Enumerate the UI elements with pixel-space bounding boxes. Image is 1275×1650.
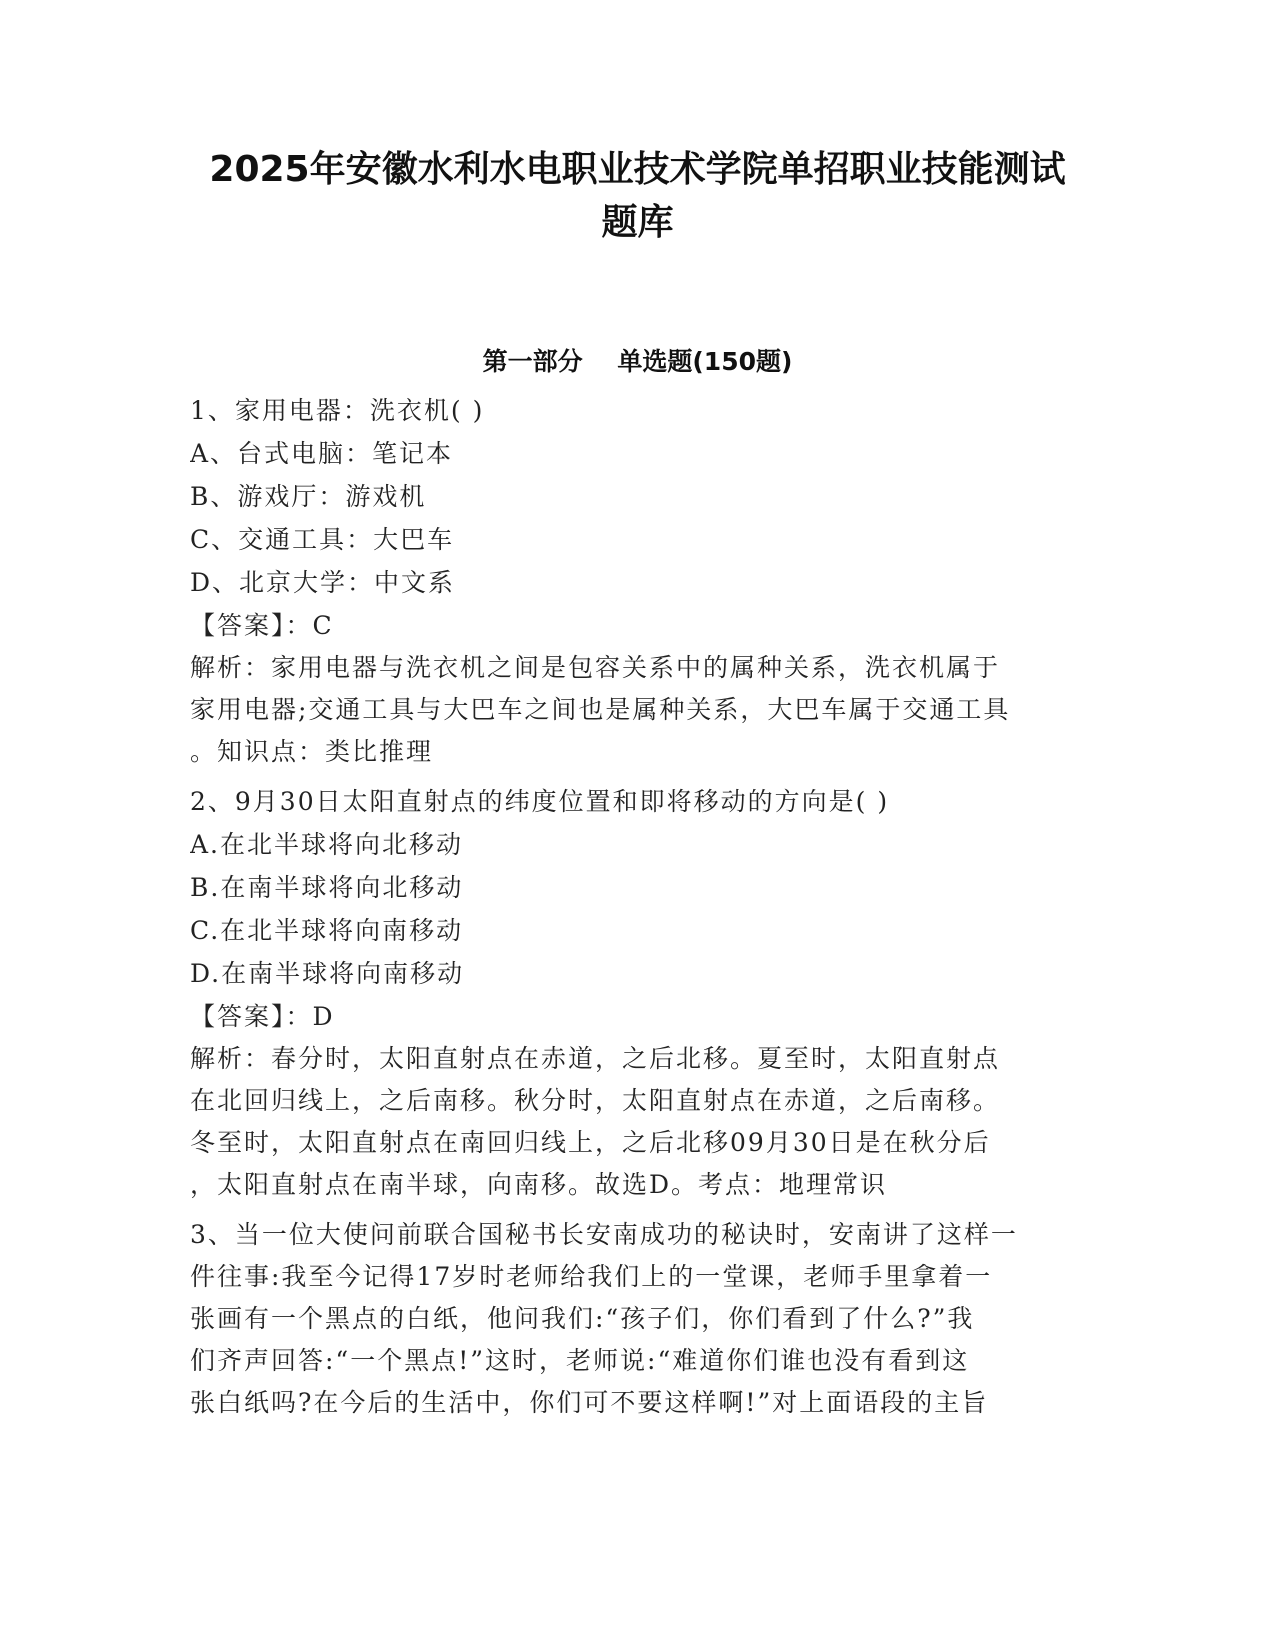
question-1-answer: 【答案】：C: [190, 611, 334, 640]
question-2: [190, 780, 1070, 1206]
question-1-option-b: B、游戏厅：游戏机: [190, 482, 427, 511]
question-2-option-a: A.在北半球将向北移动: [190, 830, 464, 859]
question-2-option-c: C.在北半球将向南移动: [190, 916, 464, 945]
question-1-option-d: D、北京大学：中文系: [190, 568, 456, 597]
question-1-option-a: A、台式电脑：笔记本: [190, 439, 454, 468]
question-3-stem-line: 张白纸吗?在今后的生活中，你们可不要这样啊!”对上面语段的主旨: [190, 1388, 989, 1417]
question-1: [190, 389, 1070, 773]
question-1-stem: 1、家用电器：洗衣机( ): [190, 396, 485, 425]
explanation-line: 家用电器;交通工具与大巴车之间也是属种关系，大巴车属于交通工具: [190, 695, 1011, 724]
question-2-explanation: [190, 1038, 1070, 1206]
explanation-line: 解析：春分时，太阳直射点在赤道，之后北移。夏至时，太阳直射点: [190, 1044, 1001, 1073]
question-2-stem: 2、9月30日太阳直射点的纬度位置和即将移动的方向是( ): [190, 787, 890, 816]
question-3: [190, 1214, 1070, 1424]
explanation-line: ，太阳直射点在南半球，向南移。故选D。考点：地理常识: [190, 1170, 888, 1199]
question-3-stem-line: 件往事:我至今记得17岁时老师给我们上的一堂课，老师手里拿着一: [190, 1262, 993, 1291]
explanation-line: 在北回归线上，之后南移。秋分时，太阳直射点在赤道，之后南移。: [190, 1086, 1001, 1115]
question-2-answer: 【答案】：D: [190, 1002, 335, 1031]
question-3-stem-line: 张画有一个黑点的白纸，他问我们:“孩子们，你们看到了什么?”我: [190, 1304, 975, 1333]
question-3-stem-line: 们齐声回答:“一个黑点!”这时，老师说:“难道你们谁也没有看到这: [190, 1346, 970, 1375]
section-heading: 第一部分 单选题(150题): [482, 347, 793, 376]
explanation-line: 冬至时，太阳直射点在南回归线上，之后北移09月30日是在秋分后: [190, 1128, 991, 1157]
explanation-line: 解析：家用电器与洗衣机之间是包容关系中的属种关系，洗衣机属于: [190, 653, 1001, 682]
explanation-line: 。知识点：类比推理: [190, 737, 434, 766]
title-line-1: 2025年安徽水利水电职业技术学院单招职业技能测试: [209, 149, 1066, 190]
question-1-option-c: C、交通工具：大巴车: [190, 525, 455, 554]
question-3-stem-line: 3、当一位大使问前联合国秘书长安南成功的秘诀时，安南讲了这样一: [190, 1220, 1018, 1249]
document-title: [180, 143, 1095, 249]
question-2-option-b: B.在南半球将向北移动: [190, 873, 464, 902]
title-line-2: 题库: [601, 202, 674, 243]
question-1-explanation: [190, 647, 1070, 773]
question-2-option-d: D.在南半球将向南移动: [190, 959, 465, 988]
